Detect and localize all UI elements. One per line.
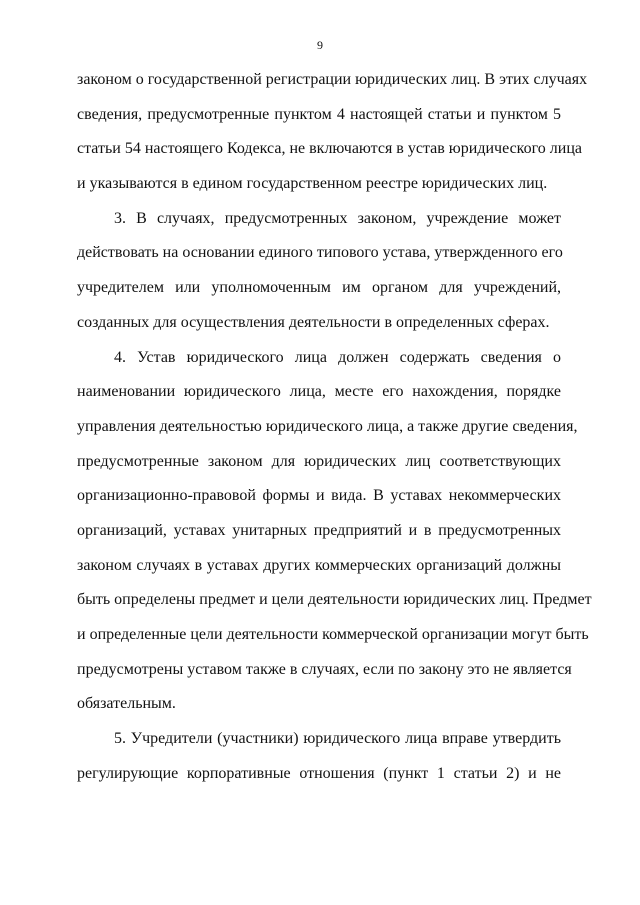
text-line: предусмотрены уставом также в случаях, если по закону это не является: [77, 660, 572, 678]
text-line: регулирующие корпоративные отношения (пункт 1 статьи 2) и не: [77, 764, 561, 782]
text-line: предусмотренные законом для юридических лиц соответствующих: [77, 452, 561, 470]
text-line: 5. Учредители (участники) юридического лица вправе утвердить: [114, 730, 561, 748]
text-line: и определенные цели деятельности коммерческой организации могут быть: [77, 626, 589, 643]
text-line: учредителем или уполномоченным им органом для учреждений,: [77, 279, 561, 297]
text-line: быть определены предмет и цели деятельности юридических лиц. Предмет: [77, 591, 592, 609]
text-line: организационно-правовой формы и вида. В уставах некоммерческих: [77, 487, 561, 505]
paragraph-4: [77, 347, 592, 729]
paragraph-continuation: [77, 69, 588, 208]
text-line: управления деятельностью юридического лица, а также другие сведения,: [77, 417, 578, 435]
text-line: законом о государственной регистрации юридических лиц. В этих случаях: [77, 71, 588, 88]
text-line: созданных для осуществления деятельности в определенных сферах.: [77, 313, 550, 331]
text-line: статьи 54 настоящего Кодекса, не включаются в устав юридического лица: [77, 140, 583, 158]
text-line: обязательным.: [77, 695, 176, 713]
text-line: наименовании юридического лица, месте его нахождения, порядке: [77, 383, 561, 401]
document-body: [77, 69, 592, 797]
text-line: сведения, предусмотренные пунктом 4 настоящей статьи и пунктом 5: [77, 105, 561, 123]
paragraph-3: [77, 208, 561, 347]
text-line: и указываются в едином государственном реестре юридических лиц.: [77, 175, 548, 193]
text-line: действовать на основании единого типового устава, утвержденного его: [77, 244, 563, 262]
text-line: законом случаях в уставах других коммерческих организаций должны: [77, 556, 561, 574]
paragraph-5: [77, 728, 561, 797]
text-line: 4. Устав юридического лица должен содержать сведения о: [114, 348, 561, 366]
page-number: 9: [317, 38, 323, 52]
text-line: 3. В случаях, предусмотренных законом, учреждение может: [114, 209, 561, 227]
text-line: организаций, уставах унитарных предприятий и в предусмотренных: [77, 521, 561, 539]
